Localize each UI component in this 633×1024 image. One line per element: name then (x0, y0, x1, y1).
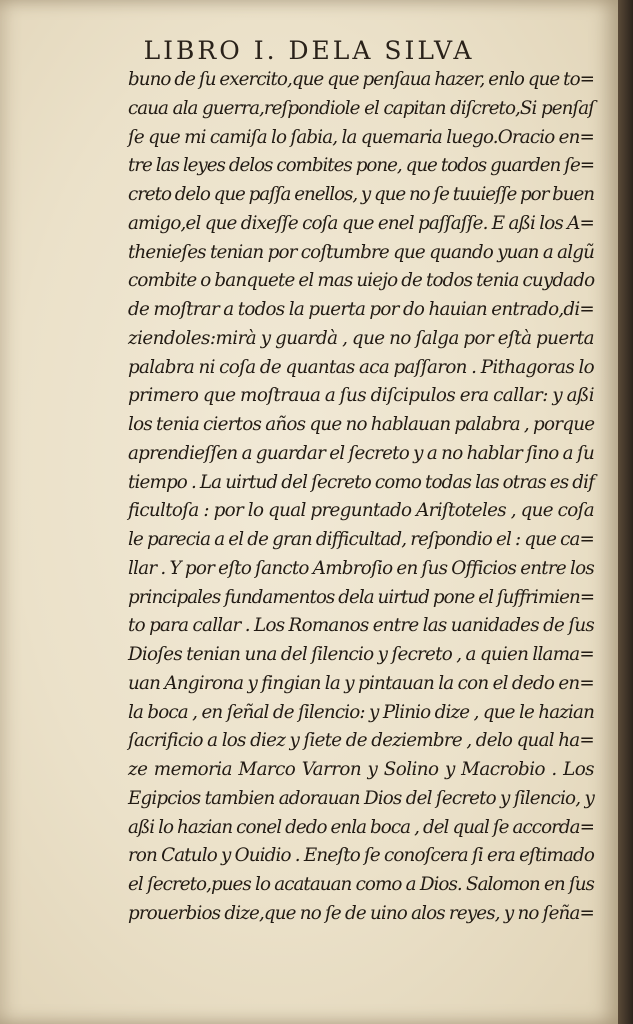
show-through-bleed (200, 900, 420, 928)
binding-edge (618, 0, 633, 1024)
text-line: palabra ni coſa de quantas aca paſſaron . Pithagoras lo (128, 356, 594, 378)
text-line: uan Angirona y fingian la y pintauan la con el dedo en= (128, 672, 594, 694)
text-line: el ſecreto,pues lo acatauan como a Dios. Salomon en ſus (128, 874, 594, 895)
text-line: ziendoles:mirà y guardà , que no ſalga por eſtà puerta (128, 327, 594, 349)
text-line: amigo,el que dixeſſe coſa que enel paſſaſſe. E aßi los A= (128, 212, 594, 234)
text-line: tre las leyes delos combites pone, que todos guarden ſe= (128, 155, 594, 177)
text-line: buno de ſu exercito,que que penſaua hazer, enlo que to= (128, 69, 594, 90)
body-text (128, 66, 594, 929)
text-line: primero que moſtraua a ſus diſcipulos era callar: y aßi (128, 385, 594, 407)
text-line: thenieſes tenian por coſtumbre que quando yuan a algũ (128, 241, 594, 263)
text-line: la boca , en ſeñal de ſilencio: y Plinio dize , que le hazian (128, 701, 594, 723)
text-line: Egipcios tambien adorauan Dios del ſecreto y ſilencio, y (128, 787, 594, 809)
text-line: aßi lo hazian conel dedo enla boca , del qual ſe accorda= (128, 816, 594, 838)
text-line: tiempo . La uirtud del ſecreto como todas las otras es dif (128, 471, 594, 493)
text-line: combite o banquete el mas uiejo de todos tenia cuydado (128, 270, 595, 292)
text-line: llar . Y por eſto ſancto Ambroſio en ſus Officios entre los (128, 557, 594, 579)
text-line: ze memoria Marco Varron y Solino y Macrobio . Los (128, 759, 594, 780)
text-line: le parecia a el de gran difficultad, reſpondio el : que ca= (128, 529, 594, 550)
text-line: to para callar . Los Romanos entre las uanidades de ſus (128, 615, 594, 637)
text-line: aprendieſſen a guardar el ſecreto y a no hablar ſino a ſu (128, 442, 594, 464)
text-line: ſacrificio a los diez y ſiete de deziembre , delo qual ha= (128, 730, 594, 752)
running-head: LIBRO I. DELA SILVA (143, 36, 475, 65)
text-line: creto delo que paſſa enellos, y que no ſe tuuieſſe por buen (128, 184, 594, 205)
text-line: ſe que mi camiſa lo ſabia, la quemaria luego.Oracio en= (128, 126, 594, 148)
text-line: los tenia ciertos años que no hablauan palabra , porque (128, 414, 595, 435)
text-line: principales fundamentos dela uirtud pone el ſuffrimien= (128, 586, 595, 608)
text-line: de moſtrar a todos la puerta por do hauian entrado,di= (128, 299, 594, 320)
text-line: ficultoſa : por lo qual preguntado Ariſtoteles , que coſa (128, 500, 594, 522)
text-line: caua ala guerra,reſpondiole el capitan diſcreto,Si penſaſ (128, 97, 594, 119)
text-line: prouerbios dize,que no ſe de uino alos reyes, y no ſeña= (128, 902, 594, 924)
text-line: Dioſes tenian una del ſilencio y ſecreto , a quien llama= (128, 644, 594, 665)
text-line: ron Catulo y Ouidio . Eneſto ſe conoſcera ſi era eſtimado (128, 845, 594, 867)
